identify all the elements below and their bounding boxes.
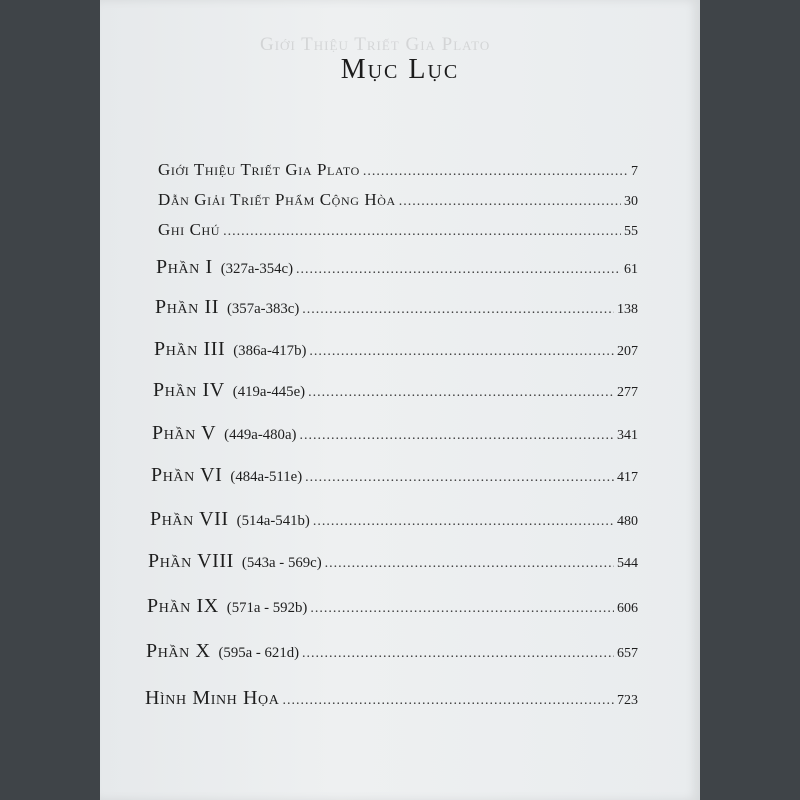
toc-page-number: 138	[617, 302, 638, 317]
toc-leader-dots	[223, 224, 621, 240]
toc-entry-range: (327a-354c)	[220, 261, 294, 277]
toc-leader-dots	[302, 646, 614, 662]
toc-entry-range: (484a-511e)	[230, 469, 303, 485]
toc-entry-part-1	[156, 256, 638, 279]
toc-page-number: 657	[617, 646, 638, 661]
toc-page-number: 7	[631, 164, 638, 179]
toc-entry-part-3	[154, 338, 638, 361]
toc-entry-label: Giới Thiệu Triết Gia Plato	[158, 160, 360, 179]
toc-leader-dots	[309, 344, 614, 360]
toc-entry-label: Phần V	[152, 422, 217, 444]
toc-page-number: 480	[617, 514, 638, 529]
toc-entry-range: (386a-417b)	[233, 343, 307, 359]
toc-leader-dots	[296, 262, 621, 278]
toc-entry-part-6	[151, 464, 638, 487]
toc-page-number: 417	[617, 470, 638, 485]
toc-entry-label: Phần VI	[151, 464, 223, 486]
toc-entry-range: (514a-541b)	[236, 513, 310, 529]
bleed-through-text: Giới Thiệu Triết Gia Plato	[260, 34, 491, 55]
toc-entry-range: (419a-445e)	[232, 384, 306, 400]
toc-entry-part-8	[148, 550, 638, 573]
page-title: Mục Lục	[340, 54, 460, 85]
toc-page-number: 341	[617, 428, 638, 443]
toc-entry-label: Phần IV	[153, 379, 225, 401]
toc-entry-intro	[158, 160, 638, 180]
toc-entry-label: Phần IX	[147, 595, 219, 617]
toc-entry-label: Phần VII	[150, 508, 229, 530]
toc-leader-dots	[302, 302, 614, 318]
toc-entry-part-10	[146, 640, 638, 663]
toc-entry-label: Hình Minh Họa	[145, 687, 280, 709]
toc-leader-dots	[325, 556, 614, 572]
toc-entry-part-7	[150, 508, 638, 531]
toc-page-number: 544	[617, 556, 638, 571]
toc-page-number: 277	[617, 385, 638, 400]
table-of-contents	[100, 0, 700, 800]
toc-page-number: 55	[624, 224, 638, 239]
toc-leader-dots	[299, 428, 614, 444]
toc-page-number: 723	[617, 693, 638, 708]
toc-page-number: 207	[617, 344, 638, 359]
toc-entry-commentary	[158, 190, 638, 210]
toc-entry-part-2	[155, 296, 638, 319]
toc-entry-label: Phần VIII	[148, 550, 234, 572]
toc-entry-range: (449a-480a)	[224, 427, 297, 443]
toc-entry-illustrations	[145, 687, 638, 710]
toc-leader-dots	[305, 470, 614, 486]
toc-entry-label: Phần II	[155, 296, 219, 318]
toc-leader-dots	[310, 601, 614, 617]
toc-entry-part-5	[152, 422, 638, 445]
toc-leader-dots	[313, 514, 614, 530]
toc-entry-range: (543a - 569c)	[241, 555, 322, 571]
toc-entry-notes	[158, 220, 638, 240]
toc-leader-dots	[363, 164, 628, 180]
toc-leader-dots	[399, 194, 621, 210]
toc-leader-dots	[308, 385, 614, 401]
toc-entry-label: Phần X	[146, 640, 211, 662]
toc-entry-part-9	[147, 595, 638, 618]
toc-entry-label: Phần III	[154, 338, 226, 360]
toc-page-number: 61	[624, 262, 638, 277]
toc-entry-label: Dẫn Giải Triết Phẩm Cộng Hòa	[158, 190, 396, 209]
toc-entry-range: (357a-383c)	[226, 301, 300, 317]
toc-page-number: 30	[624, 194, 638, 209]
toc-entry-label: Phần I	[156, 256, 213, 278]
toc-leader-dots	[282, 693, 614, 709]
toc-entry-range: (595a - 621d)	[218, 645, 300, 661]
toc-entry-part-4	[153, 379, 638, 402]
toc-entry-range: (571a - 592b)	[226, 600, 308, 616]
toc-entry-label: Ghi Chú	[158, 220, 221, 239]
toc-page-number: 606	[617, 601, 638, 616]
book-page	[100, 0, 700, 800]
